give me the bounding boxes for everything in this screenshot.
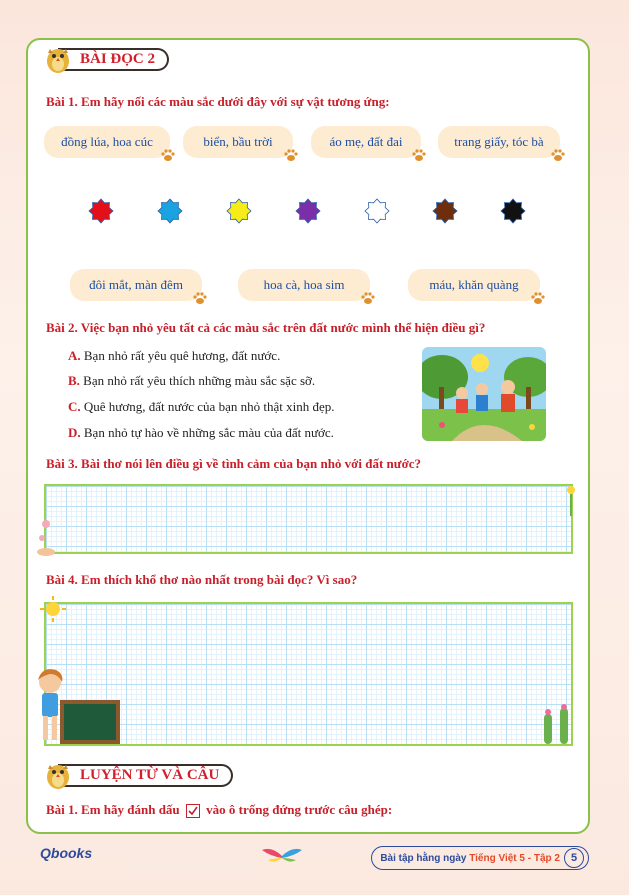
checkmark-box-icon	[186, 804, 200, 818]
option-text: Bạn nhỏ tự hào về những sắc màu của đất nước.	[83, 425, 334, 440]
page-number: 5	[564, 848, 584, 868]
subject-label: Tiếng Việt 5 - Tập 2	[469, 852, 560, 864]
ex1-question: Bài 1. Em hãy nối các màu sắc dưới đây với sự vật tương ứng:	[46, 94, 390, 109]
match-item-top-3[interactable]	[311, 126, 421, 158]
bird-icon	[44, 760, 72, 790]
bird-icon	[44, 44, 72, 74]
flower-decoration-icon	[563, 484, 579, 518]
option-letter: D.	[68, 425, 81, 440]
option-letter: A.	[68, 348, 81, 363]
match-item-label: áo mẹ, đất đai	[329, 134, 403, 149]
match-item-bottom-2[interactable]	[238, 269, 370, 301]
cactus-icon	[536, 702, 576, 746]
option-text: Bạn nhỏ rất yêu quê hương, đất nước.	[83, 348, 281, 363]
footer-book-info	[371, 846, 589, 870]
option-letter: C.	[68, 399, 81, 414]
option-text: Quê hương, đất nước của bạn nhỏ thật xinh đẹp.	[83, 399, 335, 414]
ex2-option-d[interactable]	[68, 425, 334, 441]
publisher-logo: Qbooks	[40, 845, 93, 861]
ex2-option-a[interactable]	[68, 348, 280, 364]
match-item-top-4[interactable]	[438, 126, 560, 158]
match-item-label: máu, khăn quàng	[429, 277, 519, 292]
match-item-label: biển, bầu trời	[203, 134, 273, 149]
section-header-bai-doc	[44, 44, 169, 74]
match-item-label: đôi mắt, màn đêm	[89, 277, 183, 292]
paw-icon	[550, 148, 566, 162]
paw-icon	[283, 148, 299, 162]
color-star-black[interactable]	[500, 198, 526, 224]
paw-icon	[530, 291, 546, 305]
ex3-question: Bài 3. Bài thơ nói lên điều gì về tình cảm của bạn nhỏ với đất nước?	[46, 456, 422, 471]
paw-icon	[192, 291, 208, 305]
match-item-bottom-1[interactable]	[70, 269, 202, 301]
section-header-luyen-tu	[44, 760, 233, 790]
ex2-question: Bài 2. Việc bạn nhỏ yêu tất cả các màu sắc trên đất nước mình thể hiện điều gì?	[46, 320, 486, 335]
question-text: Bài 1. Em hãy đánh dấu	[46, 802, 180, 817]
ex2-option-c[interactable]	[68, 399, 334, 415]
color-star-yellow[interactable]	[226, 198, 252, 224]
section-title: BÀI ĐỌC 2	[58, 48, 169, 71]
match-item-label: trang giấy, tóc bà	[454, 134, 544, 149]
children-walking-illustration	[422, 347, 546, 441]
paw-icon	[411, 148, 427, 162]
paw-icon	[160, 148, 176, 162]
paw-icon	[360, 291, 376, 305]
ex2-option-b[interactable]	[68, 373, 315, 389]
ex4-question: Bài 4. Em thích khổ thơ nào nhất trong bài đọc? Vì sao?	[46, 572, 358, 587]
match-item-top-1[interactable]	[44, 126, 170, 158]
color-star-brown[interactable]	[432, 198, 458, 224]
color-star-red[interactable]	[88, 198, 114, 224]
color-star-purple[interactable]	[295, 198, 321, 224]
flower-decoration-icon	[36, 518, 58, 556]
color-star-white[interactable]	[364, 198, 390, 224]
match-item-label: đồng lúa, hoa cúc	[61, 134, 153, 149]
match-item-top-2[interactable]	[183, 126, 293, 158]
option-letter: B.	[68, 373, 80, 388]
question-text: vào ô trống đứng trước câu ghép:	[206, 802, 393, 817]
sun-icon	[40, 596, 66, 622]
answer-grid-ex3[interactable]	[44, 484, 573, 554]
option-text: Bạn nhỏ rất yêu thích những màu sắc sặc sỡ.	[83, 373, 316, 388]
color-star-blue[interactable]	[157, 198, 183, 224]
series-label: Bài tập hằng ngày	[380, 852, 467, 864]
luyen-tu-q1	[46, 802, 392, 818]
wings-logo-icon	[262, 846, 302, 866]
section-title: LUYỆN TỪ VÀ CÂU	[58, 764, 233, 787]
match-item-bottom-3[interactable]	[408, 269, 540, 301]
match-item-label: hoa cà, hoa sim	[263, 277, 345, 292]
girl-with-chalkboard-illustration	[32, 666, 124, 748]
